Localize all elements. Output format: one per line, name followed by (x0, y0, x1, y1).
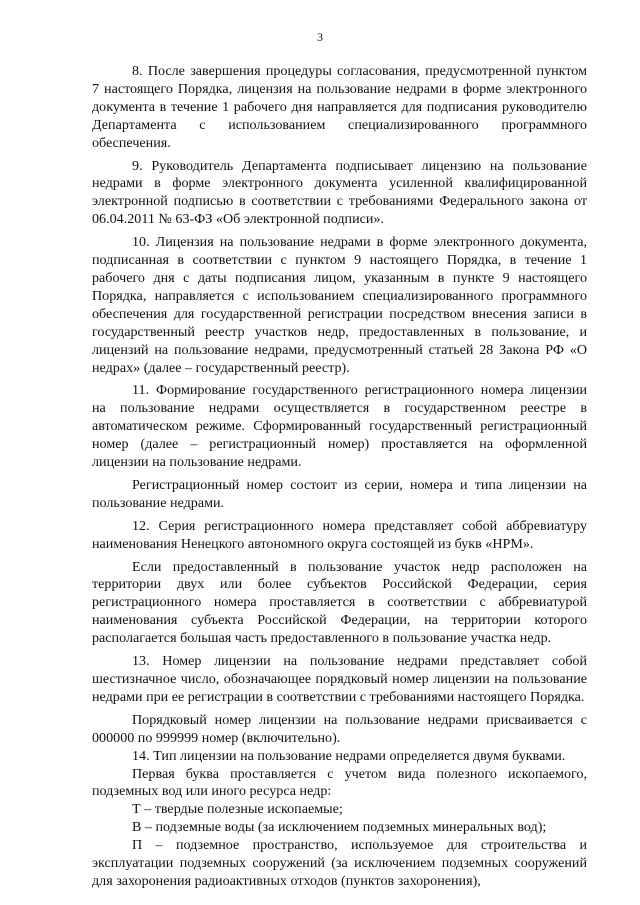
paragraph-13: 13. Номер лицензии на пользование недрами представляет собой шестизначное число, обозначающее порядковый номер лицензии на пользование недрами при ее регистрации в соответствии с требованиями настоящего Порядка. (92, 653, 587, 705)
paragraph-10: 10. Лицензия на пользование недрами в форме электронного документа, подписанная в соответствии с пунктом 9 настоящего Порядка, в течение 1 рабочего дня с даты подписания лицом, указанным в пункте 9 настоящего Порядка, направляется с использованием специализированного программного обеспечения для государственной регистрации посредством внесения записи в государственный реестр участков недр, предоставленных в пользование, и лицензий на пользование недрами, предусмотренный статьей 28 Закона РФ «О недрах» (далее – государственный реестр). (92, 234, 587, 376)
paragraph-8: 8. После завершения процедуры согласования, предусмотренной пунктом 7 настоящего Порядка, лицензия на пользование недрами в форме электронного документа в течение 1 рабочего дня направляется для подписания руководителю Департамента с использованием специализированного программного обеспечения. (92, 63, 587, 151)
paragraph-14: 14. Тип лицензии на пользование недрами определяется двумя буквами. (132, 747, 566, 764)
list-item-v: В – подземные воды (за исключением подземных минеральных вод); (132, 819, 547, 836)
list-item-t: Т – твердые полезные ископаемые; (132, 801, 343, 818)
paragraph-serial-number: Порядковый номер лицензии на пользование недрами присваивается с 000000 по 999999 номер (включительно). (92, 711, 587, 746)
paragraph-11: 11. Формирование государственного регистрационного номера лицензии на пользование недрами осуществляется в государственном реестре в автоматическом режиме. Сформированный государственный регистрационный номер (далее – регистрационный номер) проставляется на оформленной лицензии на пользование недрами. (92, 382, 587, 471)
paragraph-9: 9. Руководитель Департамента подписывает лицензию на пользование недрами в форме электронного документа усиленной квалифицированной электронной подписью в соответствии с требованиями Федерального закона от 06.04.2011 № 63-ФЗ «Об электронной подписи». (92, 157, 587, 228)
paragraph-multi-subject: Если предоставленный в пользование участок недр расположен на территории двух или более субъектов Российской Федерации, серия регистрационного номера проставляется в соответствии с аббревиатурой наименования субъекта Российской Федерации, на территории которого располагается большая часть предоставленного в пользование участка недр. (92, 558, 587, 647)
document-body (92, 63, 587, 891)
paragraph-registration-number: Регистрационный номер состоит из серии, номера и типа лицензии на пользование недрами. (92, 476, 587, 511)
page-number: 3 (317, 30, 323, 44)
list-item-p: П – подземное пространство, используемое для строительства и эксплуатации подземных сооружений (за исключением подземных сооружений для захоронения радиоактивных отходов (пунктов захоронения), (92, 837, 587, 889)
paragraph-first-letter: Первая буква проставляется с учетом вида полезного ископаемого, подземных вод или иного ресурса недр: (92, 765, 587, 800)
paragraph-12: 12. Серия регистрационного номера представляет собой аббревиатуру наименования Ненецкого автономного округа состоящей из букв «НРМ». (92, 517, 587, 552)
